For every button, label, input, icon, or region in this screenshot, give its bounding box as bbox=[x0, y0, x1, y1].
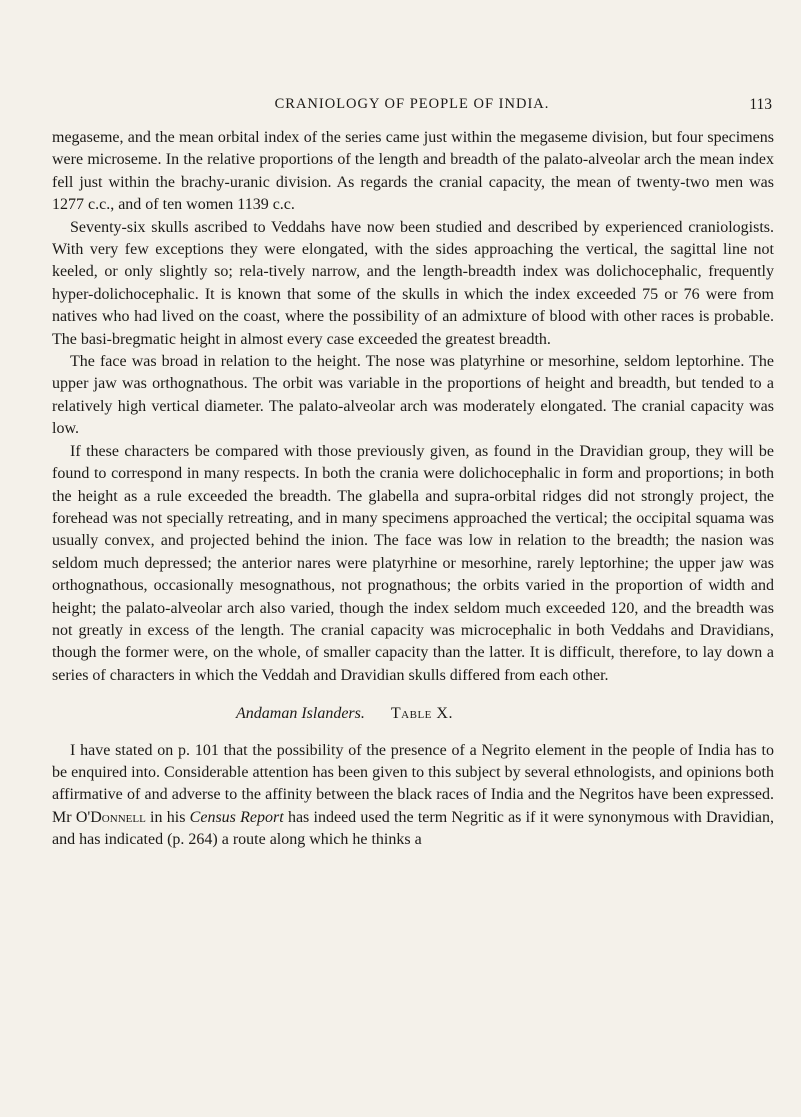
paragraph-veddah-face: The face was broad in relation to the height. The nose was platyrhine or mesorhine, seldom leptorhine. The upper jaw was orthognathous. The orbit was variable in the proportions of height and breadth, but tended to a relatively high vertical diameter. The palato-alveolar arch was moderately elongated. The cranial capacity was low. bbox=[52, 353, 774, 438]
paragraph-andaman-intro bbox=[52, 740, 774, 852]
page-header bbox=[52, 96, 772, 120]
section-title: Andaman Islanders. bbox=[236, 705, 365, 723]
text-run: I have stated on p. 101 that the possibility of the presence of a Negrito element in the people of India has to be enquired into. Considerable attention has been given to this subject by several ethnologists, and opinions both affirmative of and adverse to the affinity between the black races of India and the Negritos have been expressed. Mr bbox=[52, 741, 774, 826]
cited-work: Census Report bbox=[189, 808, 284, 826]
paragraph-veddah-skulls: Seventy-six skulls ascribed to Veddahs have now been studied and described by experienced craniologists. With very few exceptions they were elongated, with the sides approaching the vertical, the sagittal line not keeled, or only slightly so; rela-tively narrow, and the length-breadth index was dolichocephalic, frequently hyper-dolichocephalic. It is known that some of the skulls in which the index exceeded 75 or 76 were from natives who had lived on the coast, where the possibility of an admixture of blood with other races is probable. The basi-bregmatic height in almost every case exceeded the greatest breadth. bbox=[52, 218, 774, 348]
paragraph-continued: megaseme, and the mean orbital index of the series came just within the megaseme division, but four specimens were microseme. In the relative proportions of the length and breadth of the palato-alveolar arch the mean index fell just within the brachy-uranic division. As regards the cranial capacity, the mean of twenty-two men was 1277 c.c., and of ten women 1139 c.c. bbox=[52, 129, 774, 214]
section-heading bbox=[52, 703, 774, 725]
running-title: CRANIOLOGY OF PEOPLE OF INDIA. bbox=[274, 96, 550, 112]
table-reference: Table X. bbox=[390, 705, 453, 723]
author-name: O'Donnell bbox=[75, 808, 146, 826]
body-text bbox=[52, 127, 774, 852]
paragraph-dravidian-comparison: If these characters be compared with those previously given, as found in the Dravidian group, they will be found to correspond in many respects. In both the crania were dolichocephalic in form and proportions; in both the height as a rule exceeded the breadth. The glabella and supra-orbital ridges did not strongly project, the forehead was not specially retreating, and in many specimens approached the vertical; the occipital squama was usually convex, and projected behind the inion. The face was low in relation to the breadth; the nasion was seldom much depressed; the anterior nares were platyrhine or mesorhine, rarely leptorhine; the upper jaw was orthognathous, occasionally mesognathous, not prognathous; the orbits varied in the proportion of width and height; the palato-alveolar arch also varied, though the index seldom much exceeded 120, and the breadth was not greatly in excess of the length. The cranial capacity was microcephalic in both Veddahs and Dravidians, though the former were, on the whole, of smaller capacity than the latter. It is difficult, therefore, to lay down a series of characters in which the Veddah and Dravidian skulls differed from each other. bbox=[52, 442, 774, 684]
text-run: has indeed used the term Negritic as if it were synonymous with Dravidian, and has indicated (p. 264) a route along which he thinks a bbox=[52, 808, 774, 849]
page-number: 113 bbox=[749, 96, 772, 113]
text-run: in his bbox=[145, 808, 190, 826]
